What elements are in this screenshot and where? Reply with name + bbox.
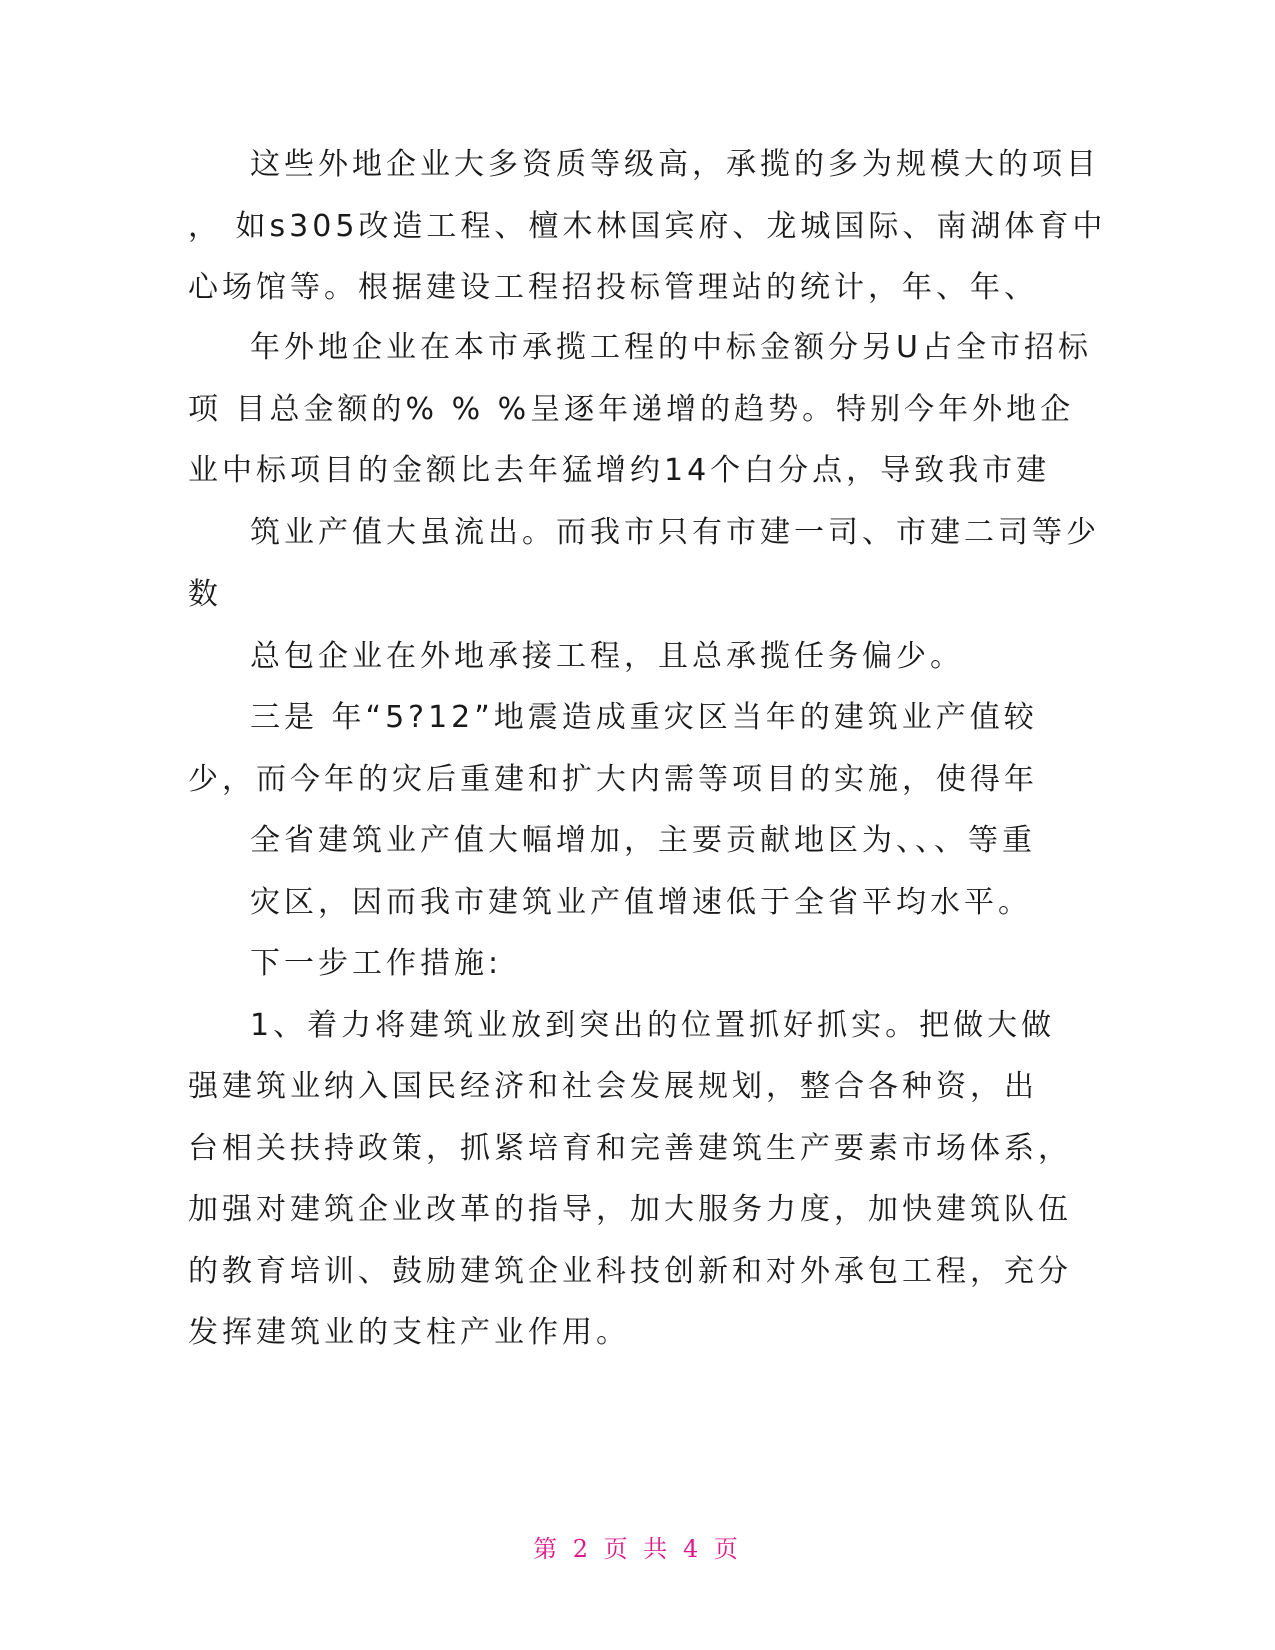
text-line: 台相关扶持政策，抓紧培育和完善建筑生产要素市场体系， xyxy=(188,1131,1072,1166)
text-line: 心场馆等。根据建设工程招投标管理站的统计，年、年、 xyxy=(188,270,1038,305)
text-line: 的教育培训、鼓励建筑企业科技创新和对外承包工程，充分 xyxy=(188,1254,1072,1289)
text-line: 数 xyxy=(188,577,222,612)
text-line: 全省建筑业产值大幅增加，主要贡献地区为、、、等重 xyxy=(250,823,1036,858)
section-heading: 下一步工作措施: xyxy=(250,946,503,981)
text-line: 灾区，因而我市建筑业产值增速低于全省平均水平。 xyxy=(250,885,1032,920)
text-line: 1、着力将建筑业放到突出的位置抓好抓实。把做大做 xyxy=(250,1008,1056,1043)
text-line: 发挥建筑业的支柱产业作用。 xyxy=(188,1315,630,1350)
text-line: 强建筑业纳入国民经济和社会发展规划，整合各种资，出 xyxy=(188,1069,1038,1104)
text-line: 年外地企业在本市承揽工程的中标金额分另U占全市招标 xyxy=(250,330,1092,365)
text-line: 少，而今年的灾后重建和扩大内需等项目的实施，使得年 xyxy=(188,762,1038,797)
text-line: 筑业产值大虽流出。而我市只有市建一司、市建二司等少 xyxy=(250,515,1100,550)
text-line: 项 目总金额的% % %呈逐年递增的趋势。特别今年外地企 xyxy=(188,392,1075,427)
text-line: 三是 年“5?12”地震造成重灾区当年的建筑业产值较 xyxy=(250,700,1038,735)
text-line: 这些外地企业大多资质等级高，承揽的多为规模大的项目 xyxy=(250,147,1100,182)
text-line: 业中标项目的金额比去年猛增约14个白分点，导致我市建 xyxy=(188,453,1051,488)
text-line: 总包企业在外地承接工程，且总承揽任务偏少。 xyxy=(250,639,964,674)
text-line: ， 如s305改造工程、檀木林国宾府、龙城国际、南湖体育中 xyxy=(188,209,1107,244)
page-number-footer: 第 2 页 共 4 页 xyxy=(533,1535,742,1563)
text-line: 加强对建筑企业改革的指导，加大服务力度，加快建筑队伍 xyxy=(188,1192,1072,1227)
